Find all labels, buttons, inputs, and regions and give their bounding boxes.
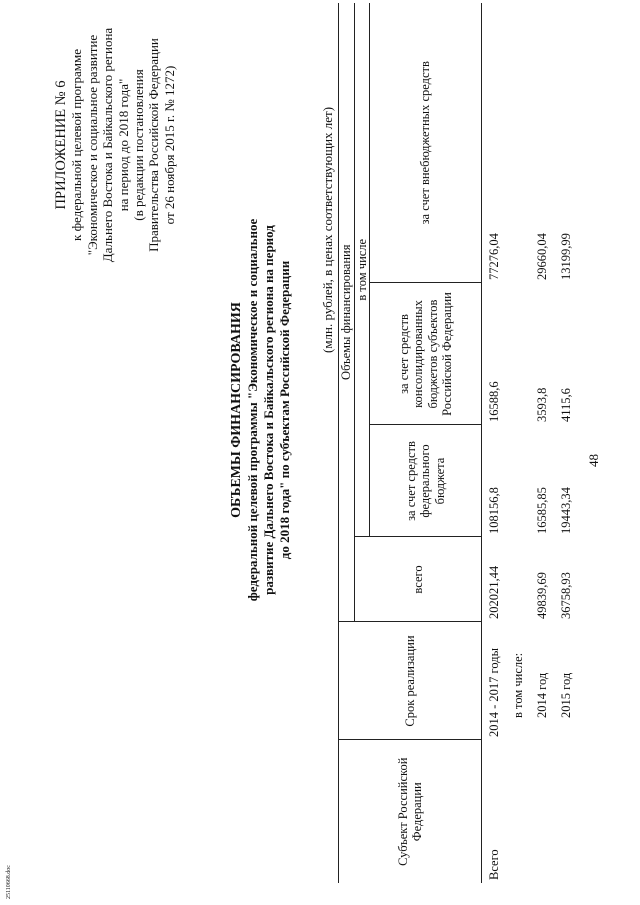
doc-id: 25110668.doc <box>6 865 12 899</box>
appendix-line: от 26 ноября 2015 г. № 1272) <box>161 65 177 225</box>
cell-subject <box>554 740 578 883</box>
header-federal: за счет средств федерального бюджета <box>370 425 482 537</box>
cell-regional <box>506 283 530 425</box>
appendix-line: "Экономическое и социальное развитие <box>84 34 100 256</box>
heading-line: до 2018 года" по субъектам Российской Федерации <box>277 260 292 560</box>
cell-extrabudget: 77276,04 <box>486 233 501 280</box>
header-subject: Субъект Российской Федерации <box>339 740 482 883</box>
cell-period: 2014 год <box>534 672 549 718</box>
cell-subject <box>530 740 554 883</box>
cell-total <box>506 537 530 622</box>
heading-line: федеральной целевой программы "Экономическое и социальное <box>245 218 260 602</box>
table-row <box>554 3 578 883</box>
cell-federal <box>506 425 530 537</box>
cell-federal: 108156,8 <box>486 487 501 534</box>
header-extrabudget: за счет внебюджетных средств <box>370 3 482 283</box>
cell-subject <box>506 740 530 883</box>
appendix-line: Дальнего Востока и Байкальского региона <box>100 27 116 263</box>
cell-period: 2014 - 2017 годы <box>486 647 501 737</box>
cell-regional: 4115,6 <box>558 388 573 422</box>
header-financing: Объемы финансирования <box>339 3 355 622</box>
units-note: (млн. рублей, в ценах соответствующих лет) <box>320 106 335 353</box>
cell-total: 36758,93 <box>558 572 573 619</box>
appendix-title: ПРИЛОЖЕНИЕ № 6 <box>53 80 69 210</box>
cell-extrabudget <box>506 3 530 283</box>
cell-total: 202021,44 <box>486 565 501 619</box>
table-row <box>506 3 530 883</box>
cell-federal: 16585,85 <box>534 487 549 534</box>
cell-regional: 3593,8 <box>534 387 549 422</box>
header-including: в том числе <box>354 3 370 537</box>
cell-period: в том числе: <box>510 652 525 718</box>
cell-regional: 16588,6 <box>486 381 501 422</box>
page-number: 48 <box>586 454 601 467</box>
cell-federal: 19443,34 <box>558 487 573 534</box>
appendix-line: Правительства Российской Федерации <box>146 38 162 252</box>
header-period: Срок реализации <box>339 622 482 740</box>
cell-period: 2015 год <box>558 672 573 718</box>
appendix-line: к федеральной целевой программе <box>69 49 85 241</box>
appendix-block <box>54 5 177 285</box>
header-regional: за счет средств консолидированных бюджетов субъектов Российской Федерации <box>370 283 482 425</box>
header-total: всего <box>354 537 482 622</box>
heading-title: ОБЪЕМЫ ФИНАНСИРОВАНИЯ <box>229 302 244 518</box>
financing-table <box>338 3 578 883</box>
cell-subject: Всего <box>486 849 501 880</box>
cell-extrabudget: 29660,04 <box>534 233 549 280</box>
appendix-line: на период до 2018 года" <box>115 78 131 212</box>
heading-line: развитие Дальнего Востока и Байкальского региона на период <box>261 225 276 595</box>
document-heading <box>229 175 293 645</box>
cell-extrabudget: 13199,99 <box>558 233 573 280</box>
appendix-line: (в редакции постановления <box>131 69 147 221</box>
table-row <box>482 3 507 883</box>
cell-total: 49839,69 <box>534 572 549 619</box>
table-row <box>530 3 554 883</box>
